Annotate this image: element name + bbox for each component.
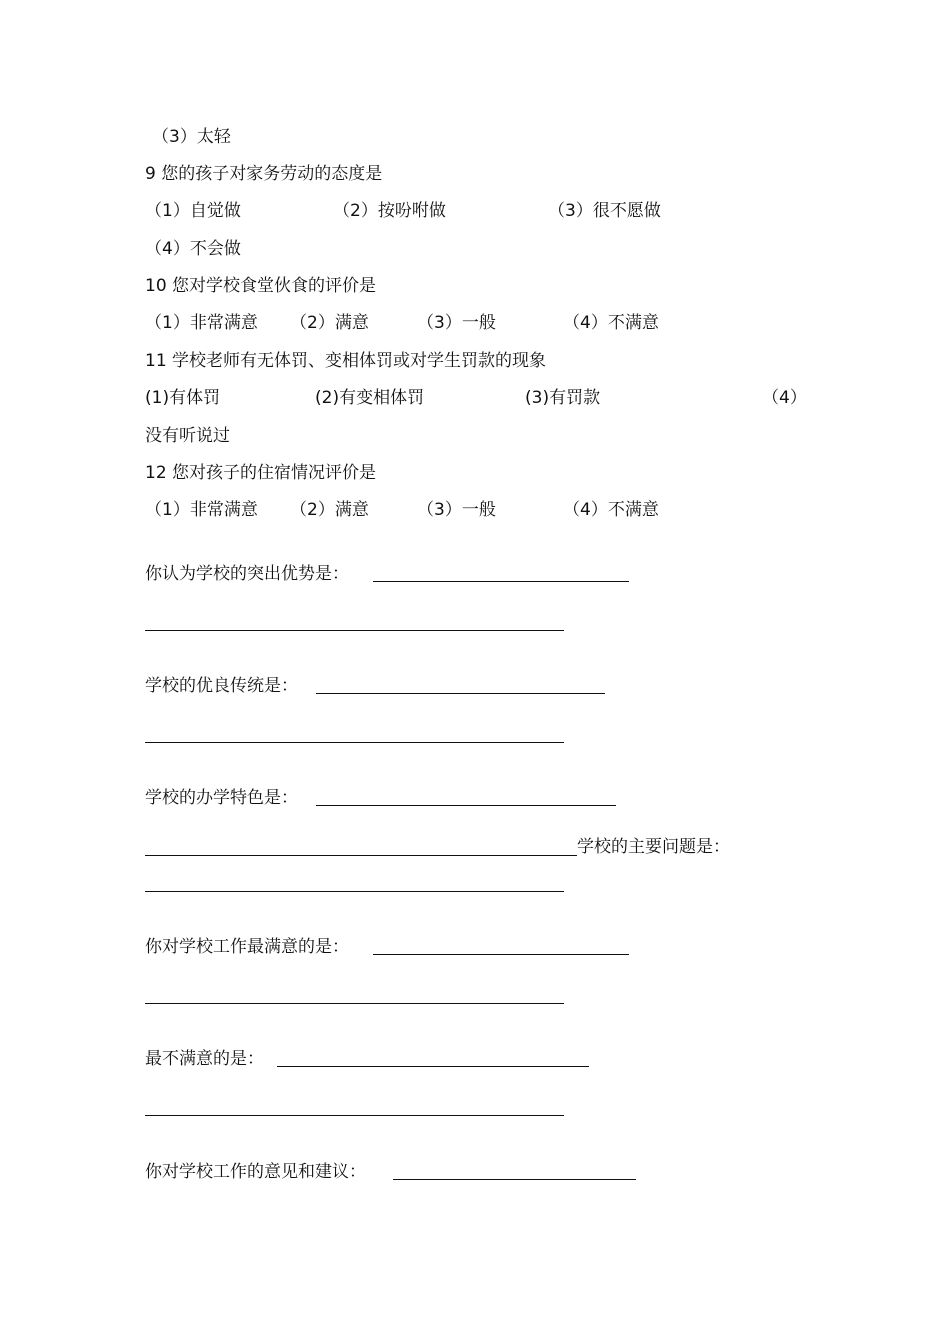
q9-option-3: （3）很不愿做	[548, 201, 661, 221]
q10-question: 10 您对学校食堂伙食的评价是	[145, 276, 377, 296]
features-label: 学校的办学特色是：	[145, 788, 298, 808]
least-satisfied-answer-line-2[interactable]	[145, 1115, 564, 1116]
q12-option-2: （2）满意	[290, 500, 369, 520]
q11-option-2: (2)有变相体罚	[315, 388, 425, 408]
q8-option-3: （3）太轻	[152, 127, 231, 147]
q12-option-1: （1）非常满意	[145, 500, 258, 520]
q10-option-3: （3）一般	[417, 313, 496, 333]
features-answer-line[interactable]	[316, 805, 616, 806]
suggestions-label: 你对学校工作的意见和建议：	[145, 1162, 366, 1182]
advantages-answer-line[interactable]	[373, 581, 629, 582]
traditions-answer-line[interactable]	[316, 693, 605, 694]
q11-option-4: （4）	[762, 388, 807, 408]
q11-option-4-continued: 没有听说过	[145, 426, 230, 446]
q9-question: 9 您的孩子对家务劳动的态度是	[145, 164, 383, 184]
q9-option-1: （1）自觉做	[145, 201, 241, 221]
least-satisfied-label: 最不满意的是：	[145, 1049, 264, 1069]
features-answer-line-2[interactable]	[145, 855, 577, 856]
most-satisfied-label: 你对学校工作最满意的是：	[145, 937, 349, 957]
problems-label: 学校的主要问题是：	[577, 837, 730, 857]
q12-question: 12 您对孩子的住宿情况评价是	[145, 463, 377, 483]
q11-question: 11 学校老师有无体罚、变相体罚或对学生罚款的现象	[145, 351, 547, 371]
traditions-label: 学校的优良传统是：	[145, 676, 298, 696]
problems-answer-line[interactable]	[145, 891, 564, 892]
q10-option-1: （1）非常满意	[145, 313, 258, 333]
q11-option-1: (1)有体罚	[145, 388, 221, 408]
suggestions-answer-line[interactable]	[393, 1179, 636, 1180]
q10-option-4: （4）不满意	[563, 313, 659, 333]
traditions-answer-line-2[interactable]	[145, 742, 564, 743]
q10-option-2: （2）满意	[290, 313, 369, 333]
q9-option-4: （4）不会做	[145, 239, 241, 259]
q11-option-3: (3)有罚款	[525, 388, 601, 408]
q12-option-4: （4）不满意	[563, 500, 659, 520]
least-satisfied-answer-line[interactable]	[277, 1066, 589, 1067]
q12-option-3: （3）一般	[417, 500, 496, 520]
advantages-answer-line-2[interactable]	[145, 630, 564, 631]
most-satisfied-answer-line-2[interactable]	[145, 1003, 564, 1004]
most-satisfied-answer-line[interactable]	[373, 954, 629, 955]
q9-option-2: （2）按吩咐做	[333, 201, 446, 221]
advantages-label: 你认为学校的突出优势是：	[145, 564, 349, 584]
